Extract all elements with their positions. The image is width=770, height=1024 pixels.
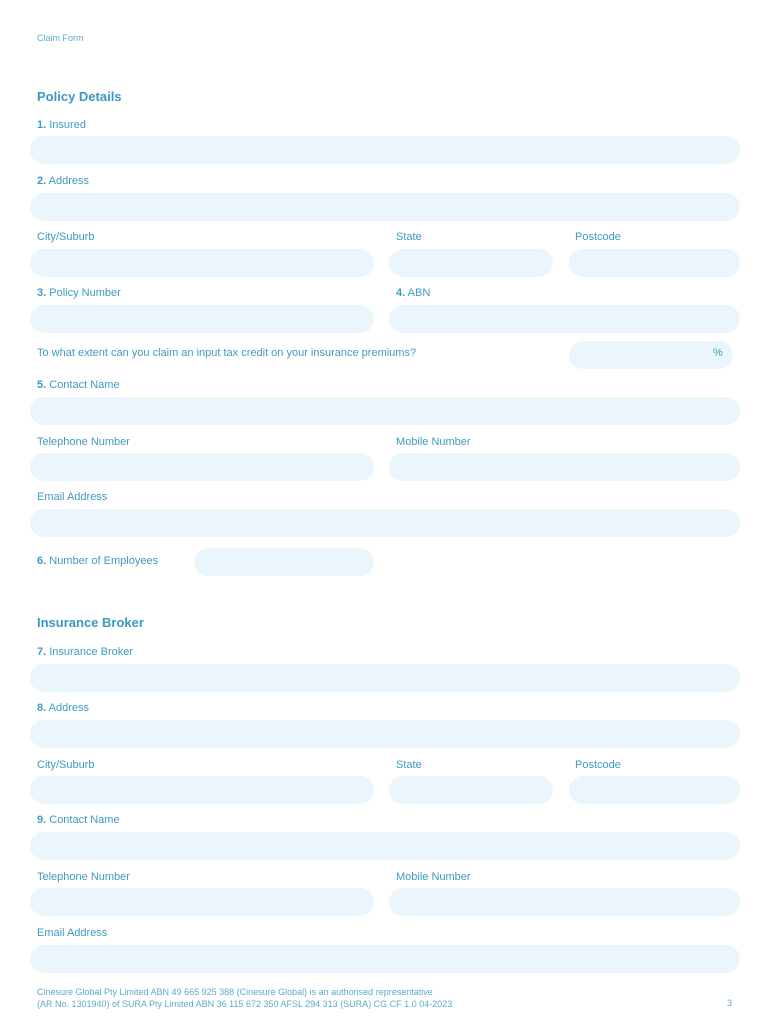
broker-telephone-input[interactable] <box>30 888 374 916</box>
email-label: Email Address <box>37 491 108 503</box>
broker-mobile-label: Mobile Number <box>396 871 471 883</box>
broker-name-input[interactable] <box>30 664 740 692</box>
telephone-label: Telephone Number <box>37 436 130 448</box>
mobile-input[interactable] <box>389 453 740 481</box>
address-input[interactable] <box>30 193 740 221</box>
section-heading-policy-details: Policy Details <box>37 89 122 104</box>
policy-number-input[interactable] <box>30 305 374 333</box>
city-label: City/Suburb <box>37 231 95 243</box>
mobile-label: Mobile Number <box>396 436 471 448</box>
broker-contact-label: 9. Contact Name <box>37 814 120 826</box>
broker-name-label: 7. Insurance Broker <box>37 646 134 658</box>
abn-label: 4. ABN <box>396 287 431 299</box>
broker-city-label: City/Suburb <box>37 759 95 771</box>
footer-line-1: Cinesure Global Pty Limited ABN 49 665 925 388 (Cinesure Global) is an authorised representative <box>37 987 433 997</box>
itc-percent-input[interactable] <box>569 341 733 369</box>
broker-city-input[interactable] <box>30 776 374 804</box>
broker-address-input[interactable] <box>30 720 740 748</box>
abn-input[interactable] <box>389 305 740 333</box>
broker-address-label: 8. Address <box>37 702 89 714</box>
postcode-label: Postcode <box>575 231 621 243</box>
broker-postcode-input[interactable] <box>569 776 740 804</box>
insured-input[interactable] <box>30 136 740 164</box>
telephone-input[interactable] <box>30 453 374 481</box>
footer-line-2: (AR No. 1301940) of SURA Pty Limited ABN 36 115 672 350 AFSL 294 313 (SURA) CG CF 1.0 04-2023 <box>37 999 453 1009</box>
itc-question-label: To what extent can you claim an input tax credit on your insurance premiums? <box>37 347 417 359</box>
footer-legal <box>37 986 452 1010</box>
broker-email-label: Email Address <box>37 927 108 939</box>
broker-state-input[interactable] <box>389 776 553 804</box>
city-input[interactable] <box>30 249 374 277</box>
employees-label: 6. Number of Employees <box>37 555 159 567</box>
policy-number-label: 3. Policy Number <box>37 287 121 299</box>
broker-state-label: State <box>396 759 422 771</box>
section-heading-insurance-broker: Insurance Broker <box>37 615 144 630</box>
employees-input[interactable] <box>194 548 374 576</box>
page-number: 3 <box>727 998 733 1008</box>
document-header: Claim Form <box>37 33 84 43</box>
email-input[interactable] <box>30 509 740 537</box>
contact-name-input[interactable] <box>30 397 740 425</box>
broker-email-input[interactable] <box>30 945 740 973</box>
broker-telephone-label: Telephone Number <box>37 871 130 883</box>
address-label: 2. Address <box>37 175 89 187</box>
broker-contact-input[interactable] <box>30 832 740 860</box>
postcode-input[interactable] <box>569 249 740 277</box>
broker-postcode-label: Postcode <box>575 759 621 771</box>
contact-name-label: 5. Contact Name <box>37 379 120 391</box>
state-label: State <box>396 231 422 243</box>
broker-mobile-input[interactable] <box>389 888 740 916</box>
state-input[interactable] <box>389 249 553 277</box>
percent-suffix: % <box>713 347 723 359</box>
insured-label: 1. Insured <box>37 119 86 131</box>
